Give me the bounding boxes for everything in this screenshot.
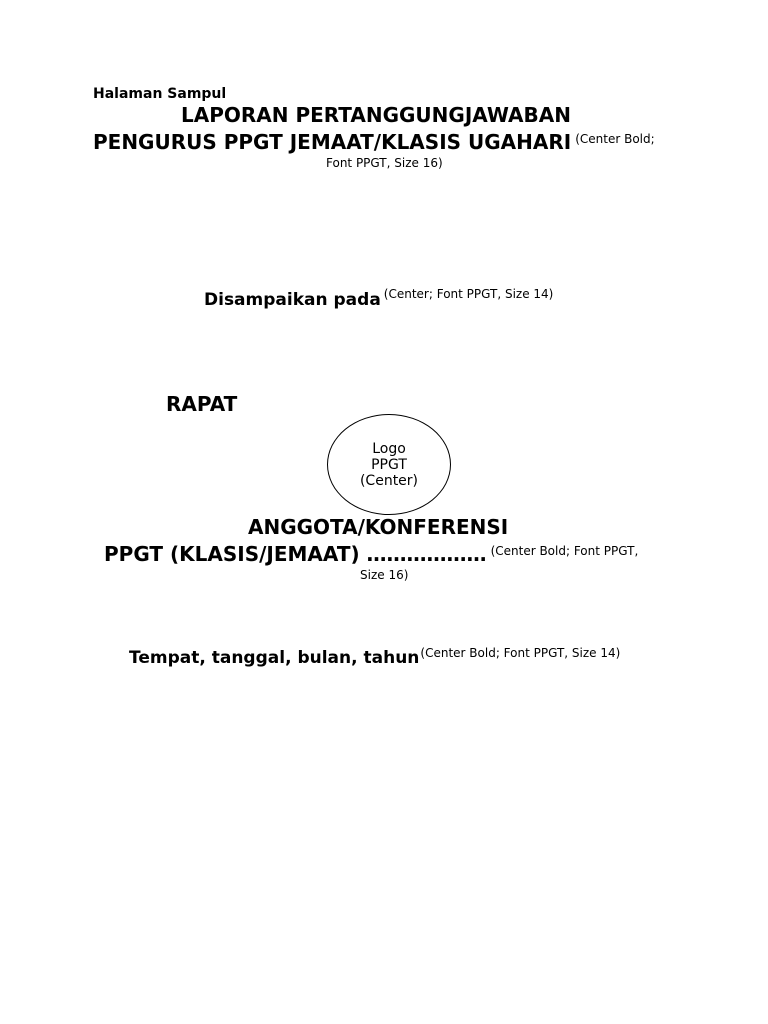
report-title-line-1: LAPORAN PERTANGGUNGJAWABAN (181, 103, 571, 127)
members-format-note-continued: Size 16) (360, 568, 409, 582)
members-line-2-text: PPGT (KLASIS/JEMAAT) ……………… (104, 542, 487, 566)
logo-line-2: PPGT (371, 456, 407, 473)
submitted-format-note: (Center; Font PPGT, Size 14) (383, 287, 554, 301)
submitted-to-label (204, 287, 554, 310)
place-date-format-note: (Center Bold; Font PPGT, Size 14) (420, 646, 621, 660)
members-line-1: ANGGOTA/KONFERENSI (248, 515, 509, 539)
logo-line-1: Logo (372, 440, 406, 457)
report-title-line-2-text: PENGURUS PPGT JEMAAT/KLASIS UGAHARI (93, 130, 572, 154)
title-format-note: (Center Bold; (575, 132, 655, 146)
members-format-note: (Center Bold; Font PPGT, (490, 544, 639, 558)
members-line-2 (104, 542, 638, 566)
place-date-label (129, 648, 620, 668)
logo-placeholder (327, 414, 451, 515)
meeting-label: RAPAT (166, 392, 238, 416)
logo-line-3: (Center) (359, 472, 419, 489)
section-label: Halaman Sampul (93, 86, 227, 102)
report-title-line-2 (93, 130, 655, 154)
submitted-to-text: Disampaikan pada (204, 290, 381, 310)
place-date-text: Tempat, tanggal, bulan, tahun (129, 648, 420, 668)
title-format-note-continued: Font PPGT, Size 16) (326, 156, 443, 170)
